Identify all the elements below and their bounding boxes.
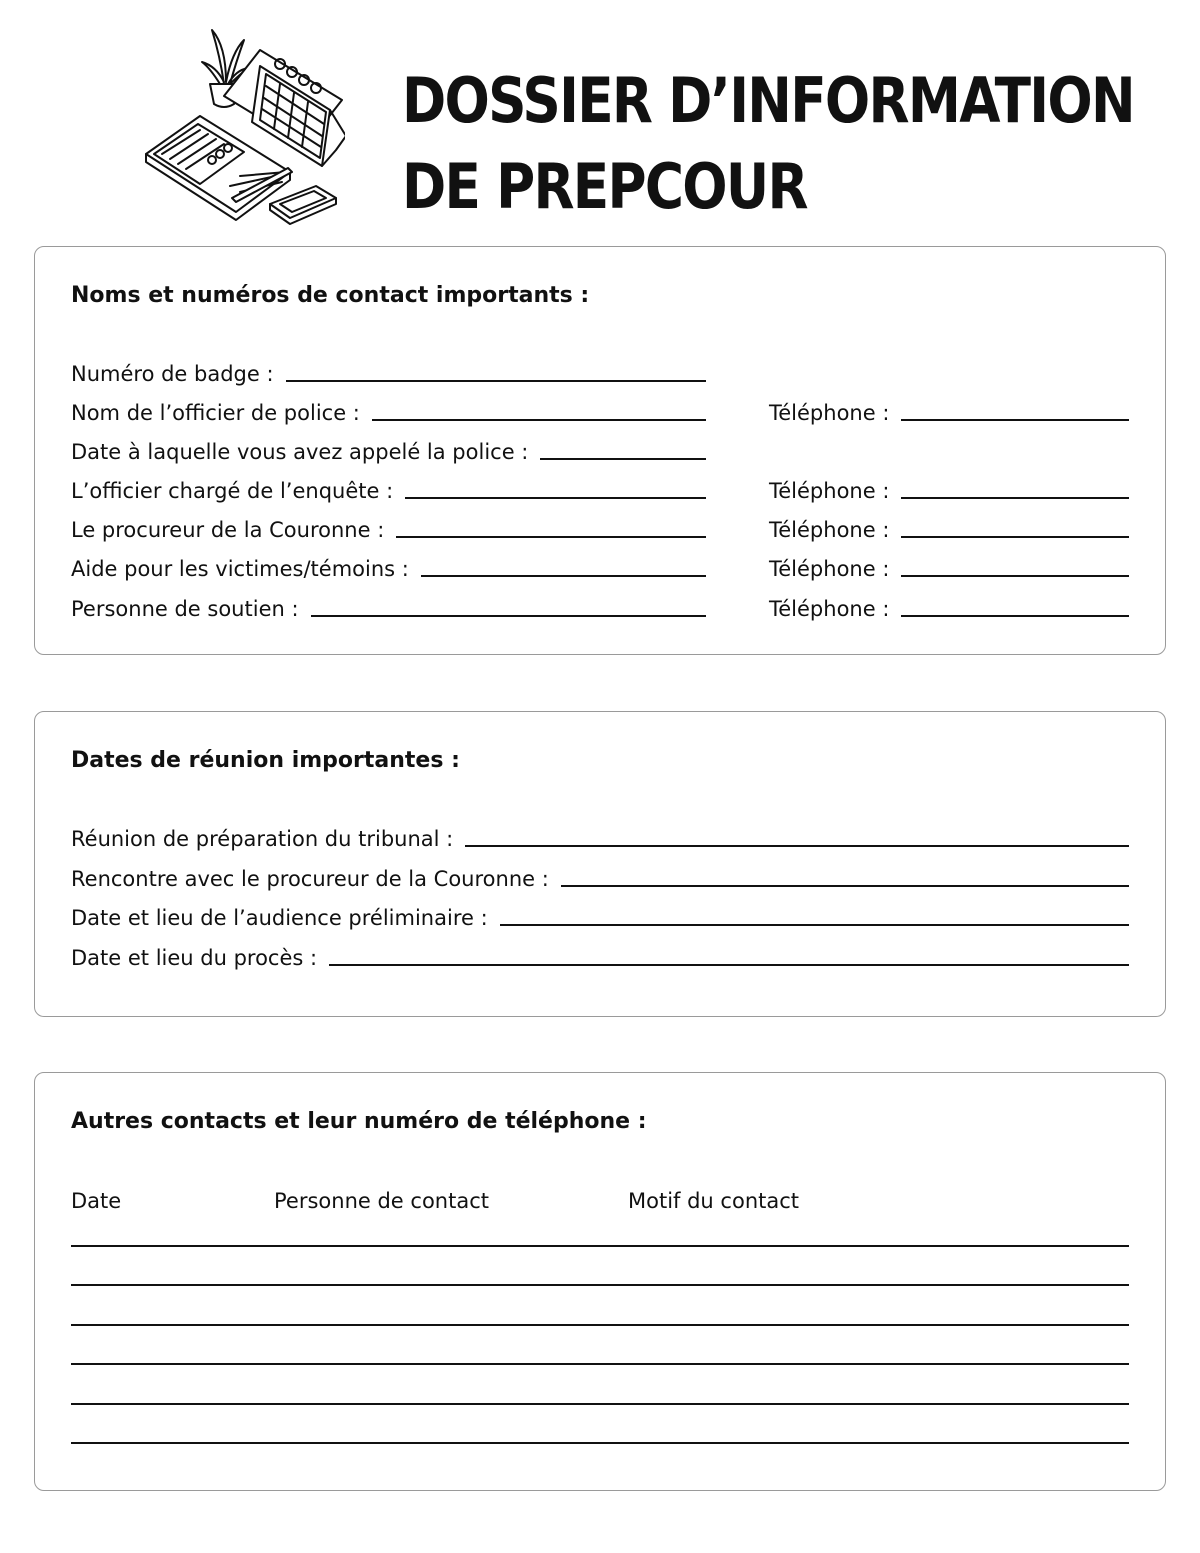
title-line-1: DOSSIER D’INFORMATION	[402, 64, 1134, 137]
victim-aid-phone-row	[769, 552, 1129, 582]
officer-name-row	[71, 396, 706, 426]
page-header	[0, 0, 1200, 240]
prosecutor-phone-label: Téléphone :	[769, 518, 890, 542]
support-person-field[interactable]	[311, 615, 706, 617]
prosecutor-phone-field[interactable]	[901, 536, 1129, 538]
victim-aid-field[interactable]	[421, 575, 706, 577]
police-called-date-field[interactable]	[540, 458, 706, 460]
preliminary-hearing-label: Date et lieu de l’audience préliminaire :	[71, 906, 488, 930]
trial-field[interactable]	[329, 964, 1129, 966]
court-prep-meeting-field[interactable]	[465, 845, 1129, 847]
investigator-phone-row	[769, 474, 1129, 504]
other-contacts-section-title: Autres contacts et leur numéro de téléphone :	[71, 1109, 647, 1134]
contact-entry-line[interactable]	[71, 1363, 1129, 1365]
prosecutor-meeting-row	[71, 862, 1129, 892]
contact-entry-line[interactable]	[71, 1442, 1129, 1444]
officer-name-field[interactable]	[372, 419, 706, 421]
support-person-phone-label: Téléphone :	[769, 597, 890, 621]
court-prep-meeting-label: Réunion de préparation du tribunal :	[71, 827, 454, 851]
prosecutor-label: Le procureur de la Couronne :	[71, 518, 385, 542]
support-person-row	[71, 592, 706, 622]
victim-aid-label: Aide pour les victimes/témoins :	[71, 557, 409, 581]
prosecutor-meeting-field[interactable]	[561, 885, 1129, 887]
court-prep-meeting-row	[71, 822, 1129, 852]
meeting-dates-section	[34, 711, 1166, 1017]
prosecutor-row	[71, 513, 706, 543]
contact-entry-line[interactable]	[71, 1403, 1129, 1405]
contacts-section	[34, 246, 1166, 655]
investigator-field[interactable]	[405, 497, 706, 499]
victim-aid-phone-field[interactable]	[901, 575, 1129, 577]
office-desk-calendar-planner-icon	[140, 26, 345, 231]
support-person-phone-row	[769, 592, 1129, 622]
police-called-date-label: Date à laquelle vous avez appelé la police :	[71, 440, 529, 464]
column-header-reason: Motif du contact	[628, 1189, 800, 1213]
police-called-date-row	[71, 435, 706, 465]
investigator-phone-field[interactable]	[901, 497, 1129, 499]
trial-label: Date et lieu du procès :	[71, 946, 318, 970]
investigator-phone-label: Téléphone :	[769, 479, 890, 503]
victim-aid-row	[71, 552, 706, 582]
officer-phone-label: Téléphone :	[769, 401, 890, 425]
investigator-label: L’officier chargé de l’enquête :	[71, 479, 394, 503]
badge-number-field[interactable]	[286, 380, 706, 382]
contact-entry-line[interactable]	[71, 1245, 1129, 1247]
trial-row	[71, 941, 1129, 971]
preliminary-hearing-row	[71, 901, 1129, 931]
support-person-phone-field[interactable]	[901, 615, 1129, 617]
officer-phone-row	[769, 396, 1129, 426]
support-person-label: Personne de soutien :	[71, 597, 299, 621]
badge-number-label: Numéro de badge :	[71, 362, 274, 386]
meeting-dates-section-title: Dates de réunion importantes :	[71, 748, 460, 773]
contacts-section-title: Noms et numéros de contact importants :	[71, 283, 590, 308]
other-contacts-section	[34, 1072, 1166, 1491]
contact-entry-line[interactable]	[71, 1284, 1129, 1286]
officer-phone-field[interactable]	[901, 419, 1129, 421]
preliminary-hearing-field[interactable]	[500, 924, 1129, 926]
prosecutor-field[interactable]	[396, 536, 706, 538]
contact-entry-line[interactable]	[71, 1324, 1129, 1326]
column-header-contact-person: Personne de contact	[274, 1189, 489, 1213]
victim-aid-phone-label: Téléphone :	[769, 557, 890, 581]
badge-number-row	[71, 357, 706, 387]
column-header-date: Date	[71, 1189, 122, 1213]
prosecutor-meeting-label: Rencontre avec le procureur de la Couronne :	[71, 867, 549, 891]
investigator-row	[71, 474, 706, 504]
document-title	[402, 58, 1134, 230]
prosecutor-phone-row	[769, 513, 1129, 543]
title-line-2: DE PREPCOUR	[402, 150, 807, 223]
officer-name-label: Nom de l’officier de police :	[71, 401, 360, 425]
